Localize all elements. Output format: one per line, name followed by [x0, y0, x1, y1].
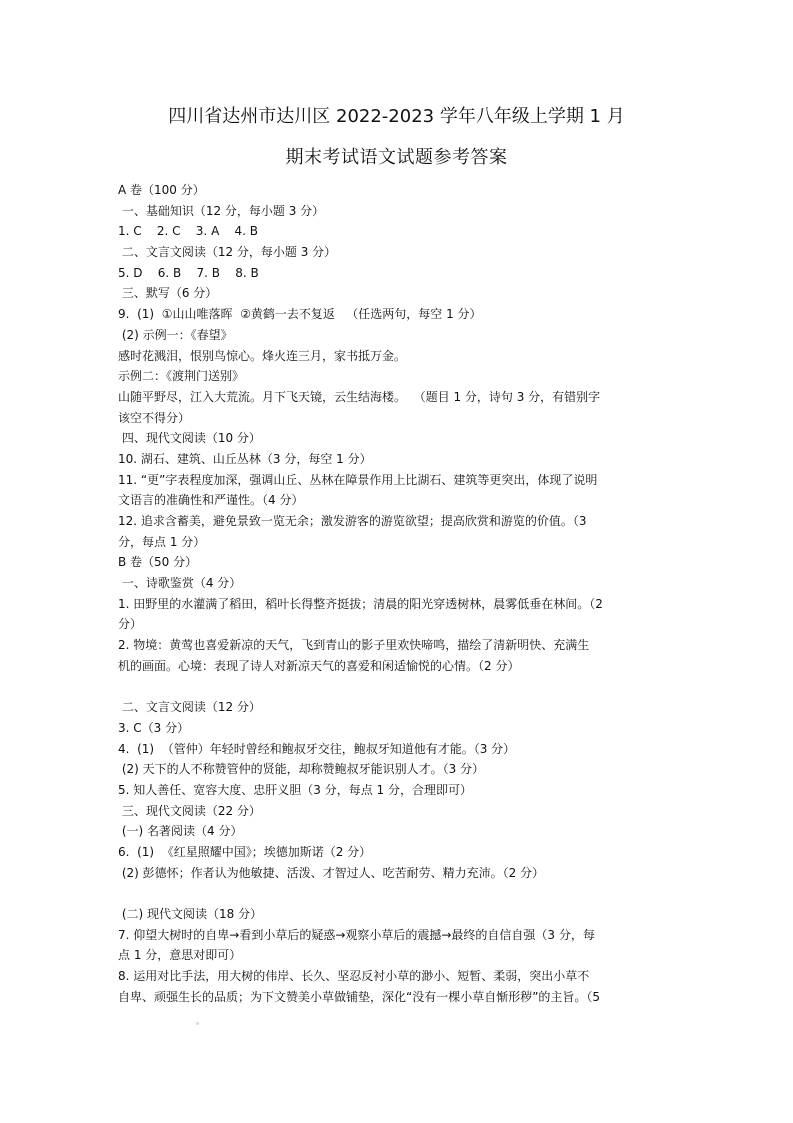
answer-line: 四、现代文阅读（10 分）: [118, 431, 261, 446]
answer-line: 示例二：《渡荆门送别》: [118, 369, 245, 384]
answer-line: 机的画面。心境：表现了诗人对新凉天气的喜爱和闲适愉悦的心情。（2 分）: [118, 658, 520, 673]
answer-key-body: [118, 180, 686, 1008]
answer-line: 8. 运用对比手法，用大树的伟岸、长久、坚忍反衬小草的渺小、短暂、柔弱，突出小草不: [118, 969, 590, 984]
answer-line: 三、现代文阅读（22 分）: [118, 803, 261, 818]
answer-line: 一、基础知识（12 分，每小题 3 分）: [118, 203, 325, 218]
answer-line: 感时花溅泪，恨别鸟惊心。烽火连三月，家书抵万金。: [118, 348, 407, 363]
answer-line: 4. (1) （管仲）年轻时曾经和鲍叔牙交往，鲍叔牙知道他有才能。（3 分）: [118, 741, 516, 756]
document-title-line-1: 四川省达州市达川区 2022-2023 学年八年级上学期 1 月: [168, 106, 625, 127]
answer-line: 分，每点 1 分）: [118, 534, 206, 549]
answer-line: 1. 田野里的水灌满了稻田，稻叶长得整齐挺拔；清晨的阳光穿透树林，晨雾低垂在林间。（2: [118, 596, 603, 611]
answer-line: 一、诗歌鉴赏（4 分）: [118, 576, 242, 591]
blank-line: [118, 677, 686, 698]
answer-line: B 卷（50 分）: [118, 555, 198, 570]
answer-line: 二、文言文阅读（12 分）: [118, 700, 261, 715]
answer-line: 5. D 6. B 7. B 8. B: [118, 265, 259, 280]
answer-line: 三、默写（6 分）: [118, 286, 218, 301]
answer-line: 3. C（3 分）: [118, 720, 190, 735]
answer-line: 点 1 分，意思对即可）: [118, 948, 242, 963]
answer-line: 该空不得分）: [118, 410, 191, 425]
answer-line: 2. 物境：黄莺也喜爱新凉的天气，飞到青山的影子里欢快啼鸣，描绘了清新明快、充满生: [118, 638, 590, 653]
document-title-line-2: 期末考试语文试题参考答案: [285, 147, 508, 168]
answer-line: 10. 湖石、建筑、山丘丛林（3 分，每空 1 分）: [118, 451, 372, 466]
answer-line: 5. 知人善任、宽容大度、忠肝义胆（3 分，每点 1 分，合理即可）: [118, 782, 472, 797]
answer-line: 7. 仰望大树时的自卑→看到小草后的疑惑→观察小草后的震撼→最终的自信自强（3 分，每: [118, 927, 595, 942]
answer-line: 分）: [118, 617, 143, 632]
answer-line: 6. (1) 《红星照耀中国》；埃德加斯诺（2 分）: [118, 845, 372, 859]
answer-line: 12. 追求含蓄美，避免景致一览无余；激发游客的游览欲望；提高欣赏和游览的价值。（3: [118, 514, 587, 528]
answer-line: (2) 天下的人不称赞管仲的贤能，却称赞鲍叔牙能识别人才。（3 分）: [118, 762, 485, 777]
answer-line: (二) 现代文阅读（18 分）: [118, 907, 263, 922]
blank-line: [118, 883, 686, 904]
answer-line: 二、文言文阅读（12 分，每小题 3 分）: [118, 245, 337, 260]
answer-line: (2) 彭德怀；作者认为他敏捷、活泼、才智过人、吃苦耐劳、精力充沛。（2 分）: [118, 865, 545, 880]
answer-line: 文语言的准确性和严谨性。（4 分）: [118, 493, 304, 508]
answer-line: 11. “更”字表程度加深，强调山丘、丛林在障景作用上比湖石、建筑等更突出，体现了说明: [118, 472, 598, 487]
answer-line: A 卷（100 分）: [118, 183, 205, 197]
scan-speck: [196, 1022, 199, 1025]
answer-line: (一) 名著阅读（4 分）: [118, 824, 243, 839]
answer-line: 1. C 2. C 3. A 4. B: [118, 224, 259, 239]
answer-line: 9. (1) ①山山唯落晖 ②黄鹤一去不复返 （任选两句，每空 1 分）: [118, 307, 482, 322]
answer-line: 自卑、顽强生长的品质；为下文赞美小草做铺垫，深化“没有一棵小草自惭形秽”的主旨。（5: [118, 989, 601, 1004]
answer-line: (2) 示例一：《春望》: [118, 327, 233, 342]
answer-line: 山随平野尽，江入大荒流。月下飞天镜，云生结海楼。 （题目 1 分，诗句 3 分，有错别字: [118, 389, 601, 404]
